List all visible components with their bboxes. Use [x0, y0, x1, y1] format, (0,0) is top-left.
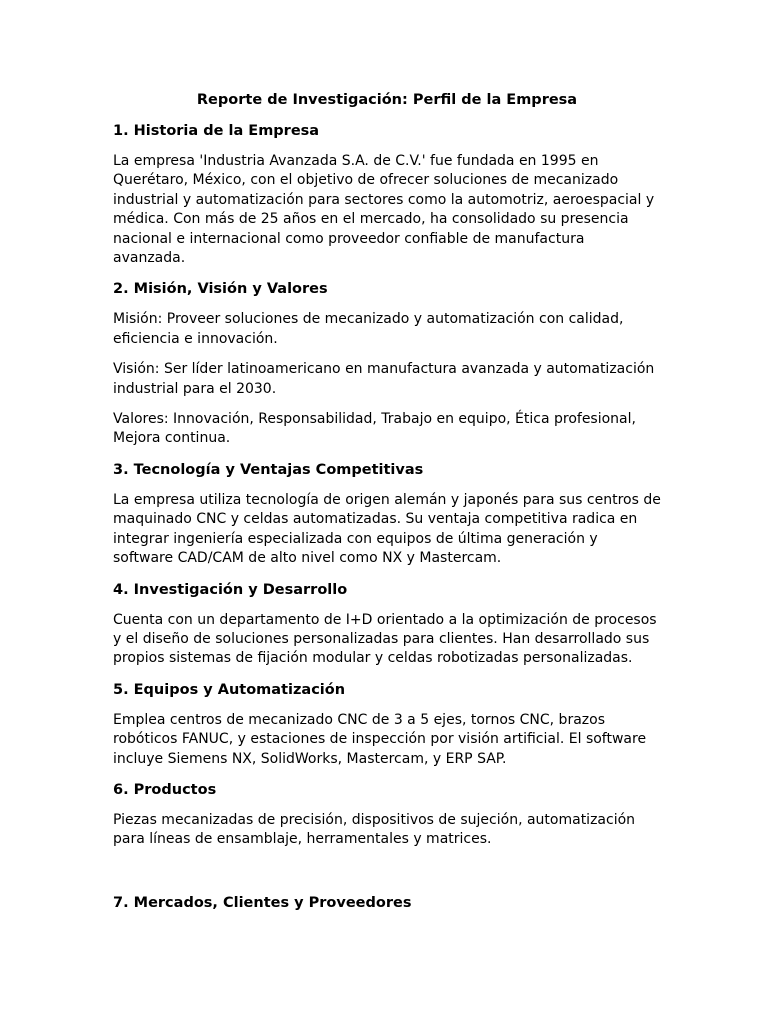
section-paragraph: Cuenta con un departamento de I+D orientado a la optimización de procesos y el diseño de soluciones personalizadas para clientes. Han desarrollado sus propios sistemas de fijación modular y celdas robotizadas personalizadas.: [113, 611, 657, 667]
section-mision-vision-valores: [113, 279, 661, 448]
section-paragraph: Piezas mecanizadas de precisión, dispositivos de sujeción, automatización para líneas de ensamblaje, herramentales y matrices.: [113, 811, 636, 848]
section-heading: 7. Mercados, Clientes y Proveedores: [113, 894, 412, 911]
section-mercados: [113, 893, 661, 913]
section-heading: 2. Misión, Visión y Valores: [113, 281, 328, 298]
blank-space: [113, 861, 661, 893]
valores-paragraph: Valores: Innovación, Responsabilidad, Trabajo en equipo, Ética profesional, Mejora continua.: [113, 411, 636, 447]
section-equipos: [113, 680, 661, 769]
document-title: Reporte de Investigación: Perfil de la Empresa: [196, 92, 578, 108]
section-heading: 6. Productos: [113, 781, 217, 798]
section-paragraph: La empresa utiliza tecnología de origen alemán y japonés para sus centros de maquinado CNC y celdas automatizadas. Su ventaja competitiva radica en integrar ingeniería especializada con equipos de última generación y software CAD/CAM de alto nivel como NX y Mastercam.: [113, 491, 661, 567]
section-historia: [113, 121, 661, 268]
section-paragraph: La empresa 'Industria Avanzada S.A. de C.V.' fue fundada en 1995 en Querétaro, México, con el objetivo de ofrecer soluciones de mecanizado industrial y automatización para sectores como la automotriz, aeroespacial y médica. Con más de 25 años en el mercado, ha consolidado su presencia nacional e internacional como proveedor confiable de manufactura avanzada.: [113, 153, 655, 267]
section-investigacion: [113, 580, 661, 669]
section-heading: 1. Historia de la Empresa: [113, 123, 320, 139]
mision-paragraph: Misión: Proveer soluciones de mecanizado y automatización con calidad, eficiencia e innovación.: [113, 311, 624, 347]
section-heading: 4. Investigación y Desarrollo: [113, 581, 348, 598]
vision-paragraph: Visión: Ser líder latinoamericano en manufactura avanzada y automatización industrial para el 2030.: [113, 361, 655, 397]
section-tecnologia: [113, 460, 661, 569]
section-heading: 5. Equipos y Automatización: [113, 681, 346, 698]
section-productos: [113, 780, 661, 850]
section-heading: 3. Tecnología y Ventajas Competitivas: [113, 461, 424, 478]
section-paragraph: Emplea centros de mecanizado CNC de 3 a 5 ejes, tornos CNC, brazos robóticos FANUC, y estaciones de inspección por visión artificial. El software incluye Siemens NX, SolidWorks, Mastercam, y ERP SAP.: [113, 711, 647, 767]
document-page: [113, 90, 661, 924]
